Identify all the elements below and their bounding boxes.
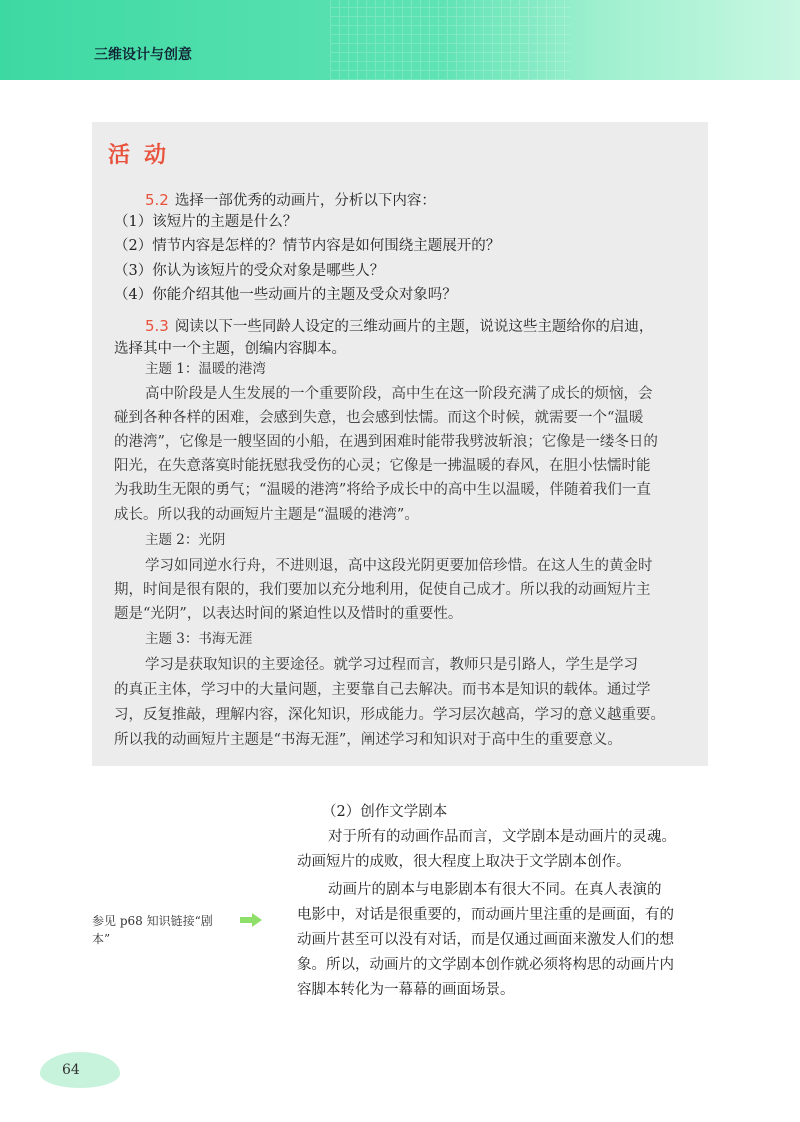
- theme-1-line: 阳光，在失意落寞时能抚慰我受伤的心灵；它像是一拂温暖的春风，在胆小怯懦时能: [114, 458, 651, 474]
- para2-line: 电影中，对话是很重要的，而动画片里注重的是画面，有的: [297, 907, 674, 923]
- header-grid-pattern: [330, 0, 570, 80]
- side-note: [92, 912, 242, 948]
- para1-line: 对于所有的动画作品而言，文学剧本是动画片的灵魂。: [328, 829, 676, 845]
- q52-number: 5.2: [145, 191, 169, 209]
- para2-line: 动画片甚至可以没有对话，而是仅通过画面来激发人们的想: [297, 932, 674, 948]
- q53-intro-1: 阅读以下一些同龄人设定的三维动画片的主题，说说这些主题给你的启迪，: [174, 319, 654, 335]
- theme-1-line: 成长。所以我的动画短片主题是“温暖的港湾”。: [114, 507, 419, 523]
- q53-intro-2: 选择其中一个主题，创编内容脚本。: [114, 341, 346, 357]
- theme-2-line: 学习如同逆水行舟，不进则退，高中这段光阴更要加倍珍惜。在这人生的黄金时: [145, 558, 653, 574]
- theme-3-line: 所以我的动画短片主题是“书海无涯”，阐述学习和知识对于高中生的重要意义。: [114, 732, 622, 748]
- q52-item-1: （1）该短片的主题是什么？: [114, 214, 298, 230]
- para2-line: 容脚本转化为一幕幕的画面场景。: [297, 982, 515, 998]
- theme-3-line: 学习是获取知识的主要途径。就学习过程而言，教师只是引路人，学生是学习: [145, 657, 638, 673]
- theme-1-line: 的港湾”，它像是一艘坚固的小船，在遇到困难时能带我劈波斩浪；它像是一缕冬日的: [114, 434, 658, 450]
- side-note-line-2: 本”: [92, 932, 111, 946]
- theme-1-title: 主题 1：温暖的港湾: [145, 361, 266, 377]
- theme-1-line: 为我助生无限的勇气；“温暖的港湾”将给予成长中的高中生以温暖，伴随着我们一直: [114, 482, 651, 498]
- section-heading: （2）创作文学剧本: [322, 804, 448, 820]
- q52-intro: 选择一部优秀的动画片，分析以下内容：: [174, 193, 436, 209]
- page-number-badge: [40, 1052, 120, 1088]
- theme-2-title: 主题 2：光阴: [145, 532, 226, 548]
- book-title: 三维设计与创意: [94, 47, 192, 63]
- header-band: [0, 0, 800, 80]
- theme-3-line: 的真正主体，学习中的大量问题，主要靠自己去解决。而书本是知识的载体。通过学: [114, 682, 651, 698]
- para2-line: 象。所以，动画片的文学剧本创作就必须将构思的动画片内: [297, 957, 674, 973]
- page-number: 64: [62, 1062, 80, 1078]
- activity-title: 活动: [108, 143, 181, 168]
- q52-item-3: （3）你认为该短片的受众对象是哪些人？: [114, 263, 385, 279]
- side-note-line-1: 参见 p68 知识链接“剧: [92, 914, 213, 928]
- theme-1-line: 碰到各种各样的困难，会感到失意，也会感到怯懦。而这个时候，就需要一个“温暖: [114, 410, 644, 426]
- activity-box: [92, 122, 708, 766]
- q52-item-2: （2）情节内容是怎样的？情节内容是如何围绕主题展开的？: [114, 238, 501, 254]
- para1-line: 动画短片的成败，很大程度上取决于文学剧本创作。: [297, 854, 631, 870]
- theme-1-line: 高中阶段是人生发展的一个重要阶段，高中生在这一阶段充满了成长的烦恼，会: [145, 386, 653, 402]
- theme-3-line: 习，反复推敲，理解内容，深化知识，形成能力。学习层次越高，学习的意义越重要。: [114, 707, 665, 723]
- q53-number: 5.3: [145, 317, 169, 335]
- q52-item-4: （4）你能介绍其他一些动画片的主题及受众对象吗？: [114, 287, 457, 303]
- theme-2-line: 题是“光阴”，以表达时间的紧迫性以及惜时的重要性。: [114, 606, 463, 622]
- theme-3-title: 主题 3：书海无涯: [145, 631, 253, 647]
- para2-line: 动画片的剧本与电影剧本有很大不同。在真人表演的: [328, 882, 662, 898]
- theme-2-line: 期，时间是很有限的，我们要加以充分地利用，促使自己成才。所以我的动画短片主: [114, 582, 651, 598]
- arrow-right-icon: [240, 913, 262, 927]
